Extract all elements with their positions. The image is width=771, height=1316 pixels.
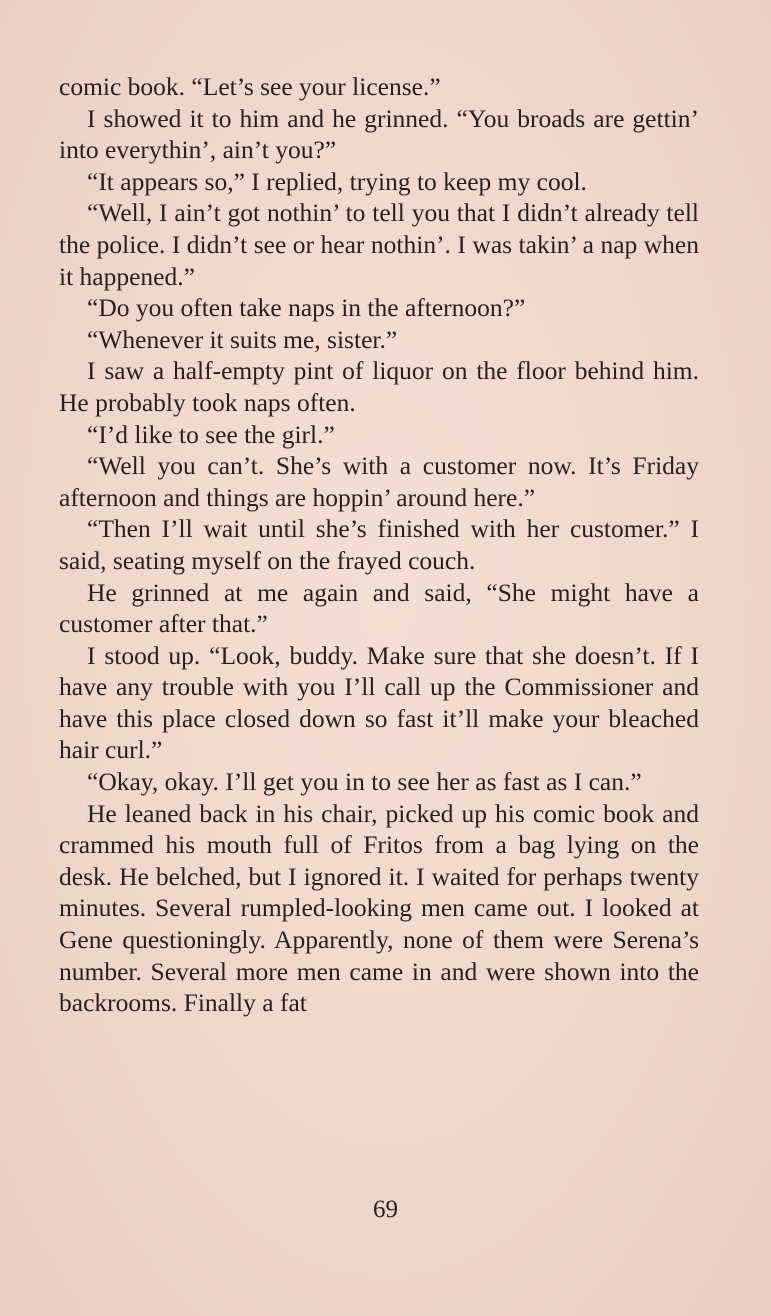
paragraph: “I’d like to see the girl.”	[87, 419, 335, 449]
paragraph: I stood up. “Look, buddy. Make sure that she doesn’t. If I have any trouble with you I’ll call up the Commissioner and have this place closed down so fast it’ll make your bleached hair curl.”	[59, 640, 699, 765]
paragraph: I showed it to him and he grinned. “You broads are gettin’ into everythin’, ain’t you?”	[59, 103, 699, 165]
body-text	[59, 71, 699, 1019]
paragraph: “Well you can’t. She’s with a customer now. It’s Friday afternoon and things are hoppin’ around here.”	[59, 451, 699, 512]
paragraph: “It appears so,” I replied, trying to keep my cool.	[87, 166, 587, 196]
paragraph: “Whenever it suits me, sister.”	[87, 324, 398, 354]
page-number: 69	[373, 1196, 398, 1223]
paragraph: “Okay, okay. I’ll get you in to see her as fast as I can.”	[87, 767, 642, 797]
paragraph: comic book. “Let’s see your license.”	[59, 72, 441, 101]
paragraph: He leaned back in his chair, picked up his comic book and crammed his mouth full of Fritos from a bag lying on the desk. He belched, but I ignored it. I waited for perhaps twenty minutes. Several rumpled-looking men came out. I looked at Gene questioningly. Apparently, none of them were Serena’s number. Several more men came in and were shown into the backrooms. Finally a fat	[59, 798, 699, 1018]
paragraph: “Then I’ll wait until she’s finished with her customer.” I said, seating myself on the frayed couch.	[59, 514, 699, 575]
paragraph: I saw a half-empty pint of liquor on the floor behind him. He probably took naps often.	[59, 356, 699, 417]
paragraph: “Well, I ain’t got nothin’ to tell you that I didn’t already tell the police. I didn’t see or hear nothin’. I was takin’ a nap when it happened.”	[59, 198, 699, 291]
paragraph: “Do you often take naps in the afternoon?”	[87, 293, 526, 323]
paragraph: He grinned at me again and said, “She might have a customer after that.”	[59, 577, 699, 639]
